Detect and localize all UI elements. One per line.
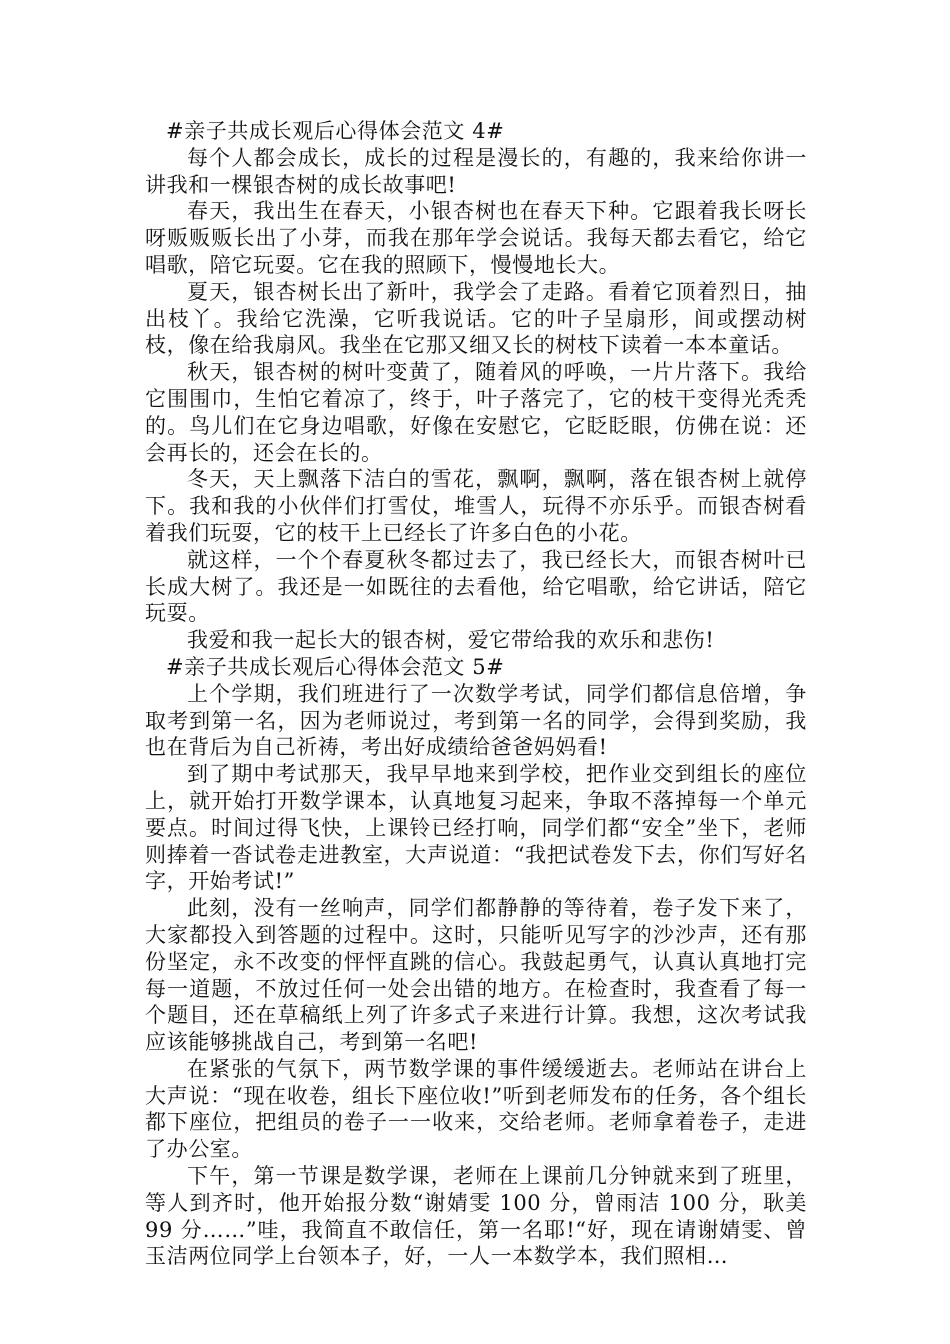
paragraph: 在紧张的气氛下，两节数学课的事件缓缓逝去。老师站在讲台上大声说：“现在收卷，组长下座位收!”听到老师发布的任务，各个组长都下座位，把组员的卷子一一收来，交给老师。老师拿着卷子，走进了办公室。 [145,1056,807,1162]
section-heading-4: #亲子共成长观后心得体会范文 4# [166,119,505,143]
paragraph: 就这样，一个个春夏秋冬都过去了，我已经长大，而银杏树叶已长成大树了。我还是一如既往的去看他，给它唱歌，给它讲话，陪它玩耍。 [145,547,807,626]
paragraph: 下午，第一节课是数学课，老师在上课前几分钟就来到了班里，等人到齐时，他开始报分数“谢婧雯 100 分，曾雨洁 100 分，耿美 99 分……”哇，我简直不敢信任，第一名耶!“好，现在请谢婧雯、曾玉洁两位同学上台领本子，好，一人一本数学本，我们照相… [145,1164,807,1269]
paragraph: 上个学期，我们班进行了一次数学考试，同学们都信息倍增，争取考到第一名，因为老师说过，考到第一名的同学，会得到奖励，我也在背后为自己祈祷，考出好成绩给爸爸妈妈看! [145,681,807,760]
paragraph: 冬天，天上飘落下洁白的雪花，飘啊，飘啊，落在银杏树上就停下。我和我的小伙伴们打雪仗，堆雪人，玩得不亦乐乎。而银杏树看着我们玩耍，它的枝干上已经长了许多白色的小花。 [145,467,807,545]
section-heading-5: #亲子共成长观后心得体会范文 5# [166,654,505,679]
paragraph: 秋天，银杏树的树叶变黄了，随着风的呼唤，一片片落下。我给它围围巾，生怕它着凉了，终于，叶子落完了，它的枝干变得光秃秃的。鸟儿们在它身边唱歌，好像在安慰它，它眨眨眼，仿佛在说：还会再长的，还会在长的。 [145,360,807,465]
document-page [145,118,807,1270]
paragraph: 我爱和我一起长大的银杏树，爱它带给我的欢乐和悲伤! [187,628,715,653]
paragraph: 夏天，银杏树长出了新叶，我学会了走路。看着它顶着烈日，抽出枝丫。我给它洗澡，它听我说话。它的叶子呈扇形，间或摆动树枝，像在给我扇风。我坐在它那又细又长的树枝下读着一本本童话。 [145,279,807,358]
paragraph: 每个人都会成长，成长的过程是漫长的，有趣的，我来给你讲一讲我和一棵银杏树的成长故事吧! [145,145,807,197]
paragraph: 到了期中考试那天，我早早地来到学校，把作业交到组长的座位上，就开始打开数学课本，认真地复习起来，争取不落掉每一个单元要点。时间过得飞快，上课铃已经打响，同学们都“安全”坐下，老师则捧着一沓试卷走进教室，大声说道：“我把试卷发下去，你们写好名字，开始考试!” [145,762,807,894]
paragraph: 此刻，没有一丝响声，同学们都静静的等待着，卷子发下来了，大家都投入到答题的过程中。这时，只能听见写字的沙沙声，还有那份坚定，永不改变的怦怦直跳的信心。我鼓起勇气，认真认真地打完每一道题，不放过任何一处会出错的地方。在检查时，我查看了每一个题目，还在草稿纸上列了许多式子来进行计算。我想，这次考试我应该能够挑战自己，考到第一名吧! [145,896,807,1055]
paragraph: 春天，我出生在春天，小银杏树也在春天下种。它跟着我长呀长呀贩贩贩长出了小芽，而我在那年学会说话。我每天都去看它，给它唱歌，陪它玩耍。它在我的照顾下，慢慢地长大。 [145,199,807,277]
